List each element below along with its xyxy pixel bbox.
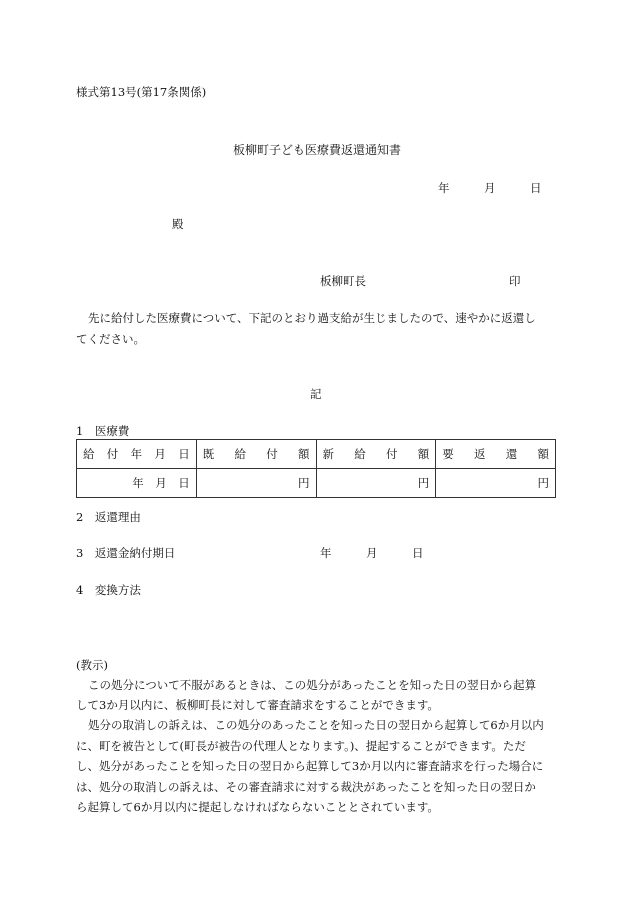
intro-paragraph	[76, 308, 566, 350]
notice-p1-line-2: して3か月以内に、板柳町長に対して審査請求をすることができます。	[76, 698, 439, 712]
notice-paragraph-2	[76, 715, 566, 818]
ki-heading: 記	[310, 387, 322, 401]
cell-payment-date: 年 月 日	[77, 469, 197, 498]
table-row	[77, 469, 556, 498]
notice-p2-line-5: ら起算して6か月以内に提起しなければならないこととされています。	[76, 800, 439, 814]
notice-p1-line-1: この処分について不服があるときは、この処分があったことを知った日の翌日から起算	[88, 678, 537, 692]
intro-line-2: てください。	[76, 332, 145, 346]
cell-new-amount: 円	[316, 469, 436, 498]
header-cell-payment-date: 給付年月日	[77, 440, 197, 469]
notice-heading: (教示)	[76, 658, 108, 672]
form-number: 様式第13号(第17条関係)	[76, 85, 207, 99]
item-3-date: 年 月 日	[320, 546, 424, 560]
date-line: 年 月 日	[438, 181, 542, 195]
document-title: 板柳町子ども医療費返還通知書	[233, 143, 402, 157]
intro-line-1: 先に給付した医療費について、下記のとおり過支給が生じましたので、速やかに返還し	[88, 311, 536, 325]
seal-mark: 印	[509, 274, 521, 288]
item-3-label: 3 返還金納付期日	[76, 546, 176, 560]
header-cell-previous-amount: 既給付額	[196, 440, 316, 469]
notice-p2-line-3: し、処分があったことを知った日の翌日から起算して3か月以内に審査請求を行った場合に	[76, 759, 544, 773]
cell-refund-amount: 円	[436, 469, 556, 498]
header-cell-new-amount: 新給付額	[316, 440, 436, 469]
notice-paragraph-1	[76, 675, 566, 715]
cell-previous-amount: 円	[196, 469, 316, 498]
notice-p2-line-4: は、処分の取消しの訴えは、その審査請求に対する裁決があったことを知った日の翌日か	[76, 779, 536, 794]
addressee-suffix: 殿	[172, 217, 184, 231]
item-4-label: 4 変換方法	[76, 583, 141, 597]
issuer-name: 板柳町長	[320, 274, 366, 288]
medical-fee-table	[76, 439, 556, 498]
notice-p2-line-2: に、町を被告として(町長が被告の代理人となります。)、提起することができます。ただ	[76, 738, 526, 753]
table-header-row	[77, 440, 556, 469]
item-1-label: 1 医療費	[76, 424, 130, 438]
header-cell-refund-amount: 要返還額	[436, 440, 556, 469]
notice-p2-line-1: 処分の取消しの訴えは、この処分のあったことを知った日の翌日から起算して6か月以内	[88, 718, 544, 732]
item-2-label: 2 返還理由	[76, 510, 141, 524]
